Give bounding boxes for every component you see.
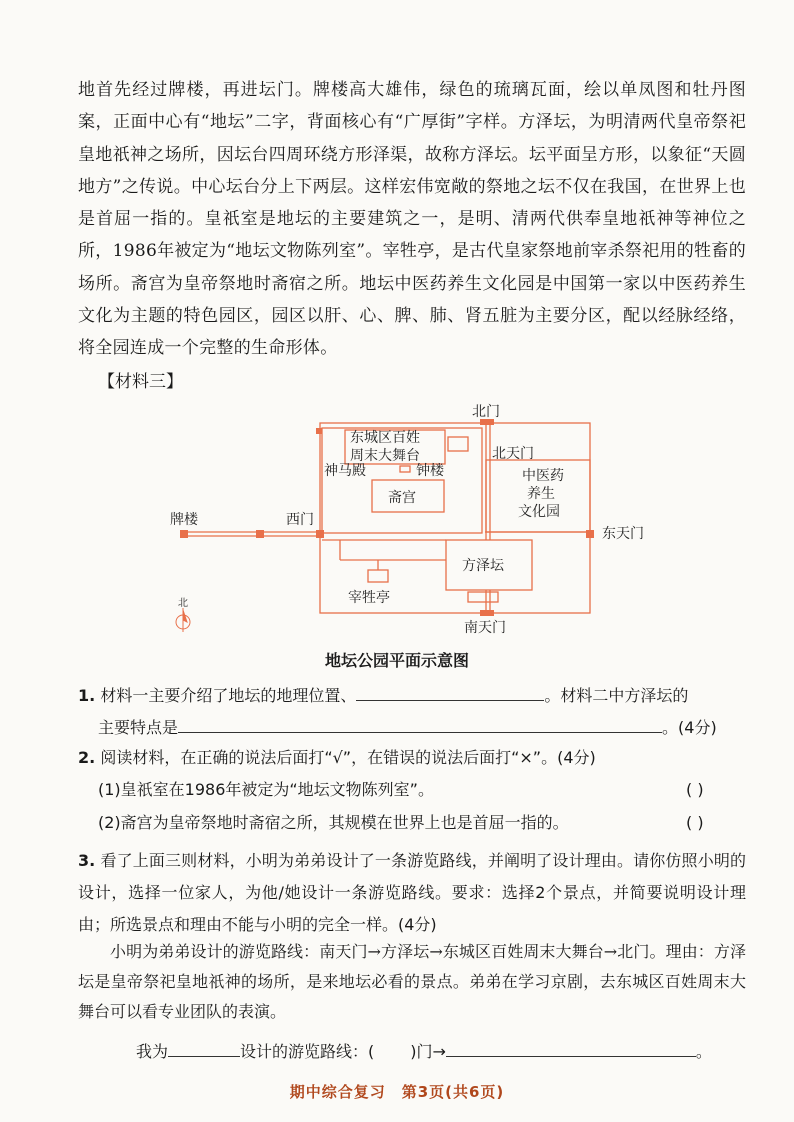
question-1-line-2 xyxy=(98,716,717,738)
answer-blank-1b[interactable] xyxy=(178,716,662,733)
answer-blank-1a[interactable] xyxy=(356,684,544,701)
answer-blank-route[interactable] xyxy=(446,1040,696,1057)
park-map xyxy=(150,400,660,640)
compass-icon xyxy=(176,608,190,632)
zhaigong-label: 斋宫 xyxy=(388,490,416,506)
answer-paren-2-2[interactable]: ( ) xyxy=(686,813,704,832)
bell-label: 钟楼 xyxy=(416,463,444,479)
shenma-label: 神马殿 xyxy=(324,463,366,479)
question-2 xyxy=(78,748,596,768)
tcm-label-3: 文化园 xyxy=(518,504,560,520)
west-gate-label: 西门 xyxy=(286,512,314,528)
answer-line xyxy=(136,1040,712,1062)
zaisheng-label: 宰牲亭 xyxy=(348,590,390,606)
east-heaven-gate-label: 东天门 xyxy=(602,526,644,542)
question-2-text: 阅读材料，在正确的说法后面打“√”，在错误的说法后面打“×”。(4分) xyxy=(100,748,596,767)
question-2-item-2: (2)斋宫为皇帝祭地时斋宿之所，其规模在世界上也是首屈一指的。 xyxy=(98,813,569,832)
dongcheng-label-1: 东城区百姓 xyxy=(350,430,420,446)
north-heaven-gate-label: 北天门 xyxy=(492,446,534,462)
question-1-text-d: 。(4分) xyxy=(662,718,717,737)
answer-text-d: 。 xyxy=(695,1042,712,1061)
answer-text-a: 我为 xyxy=(136,1042,169,1061)
question-1-text-b: 。材料二中方泽坛的 xyxy=(544,686,689,705)
question-1-number: 1. xyxy=(78,686,96,705)
answer-text-b: 设计的游览路线：( xyxy=(240,1042,375,1061)
answer-text-c: )门→ xyxy=(410,1042,446,1061)
tcm-label-1: 中医药 xyxy=(522,468,564,484)
material2-paragraph xyxy=(78,74,746,365)
question-1-line-1 xyxy=(78,684,688,706)
question-2-item-1: (1)皇祇室在1986年被定为“地坛文物陈列室”。 xyxy=(98,780,434,799)
question-3-text: 看了上面三则材料，小明为弟弟设计了一条游览路线，并阐明了设计理由。请你仿照小明的设计，选择一位家人，为他/她设计一条游览路线。要求：选择2个景点，并简要说明设计理由；所选景点和理由不能与小明的完全一样。(4分) xyxy=(78,851,746,934)
fangze-label: 方泽坛 xyxy=(462,558,504,574)
tcm-label-2: 养生 xyxy=(527,486,555,502)
answer-paren-2-1[interactable]: ( ) xyxy=(686,780,704,799)
dongcheng-label-2: 周末大舞台 xyxy=(350,448,420,464)
question-3-number: 3. xyxy=(78,851,96,870)
material2-text: 地首先经过牌楼，再进坛门。牌楼高大雄伟，绿色的琉璃瓦面，绘以单凤图和牡丹图案，正面中心有“地坛”二字，背面核心有“广厚街”字样。方泽坛，为明清两代皇帝祭祀皇地祇神之场所，因坛台四周环绕方形泽渠，故称方泽坛。坛平面呈方形，以象征“天圆地方”之传说。中心坛台分上下两层。这样宏伟宽敞的祭地之坛不仅在我国，在世界上也是首屈一指的。皇祇室是地坛的主要建筑之一，是明、清两代供奉皇地祇神等神位之所，1986年被定为“地坛文物陈列室”。宰牲亭，是古代皇家祭地前宰杀祭祀用的牲畜的场所。斋宫为皇帝祭地时斋宿之所。地坛中医药养生文化园是中国第一家以中医药养生文化为主题的特色园区，园区以肝、心、脾、肺、肾五脏为主要分区，配以经脉经络，将全园连成一个完整的生命形体。 xyxy=(78,80,746,359)
sample-route xyxy=(78,937,746,1027)
question-1-text-a: 材料一主要介绍了地坛的地理位置、 xyxy=(100,686,357,705)
answer-blank-gate[interactable] xyxy=(374,1041,410,1057)
compass-label: 北 xyxy=(178,598,188,609)
sample-route-text: 小明为弟弟设计的游览路线：南天门→方泽坛→东城区百姓周末大舞台→北门。理由：方泽坛是皇帝祭祀皇地祇神的场所，是来地坛必看的景点。弟弟在学习京剧，去东城区百姓周末大舞台可以看专业团队的表演。 xyxy=(78,942,746,1021)
north-gate-label: 北门 xyxy=(472,404,500,420)
question-1-text-c: 主要特点是 xyxy=(98,718,179,737)
answer-blank-person[interactable] xyxy=(168,1040,240,1057)
south-heaven-gate-label: 南天门 xyxy=(464,620,506,636)
question-2-number: 2. xyxy=(78,748,96,767)
pailou-label: 牌楼 xyxy=(170,512,198,528)
page-footer: 期中综合复习 第3页(共6页) xyxy=(289,1083,505,1101)
map-title: 地坛公园平面示意图 xyxy=(324,651,469,670)
question-3 xyxy=(78,845,746,941)
material3-heading: 【材料三】 xyxy=(98,372,183,392)
